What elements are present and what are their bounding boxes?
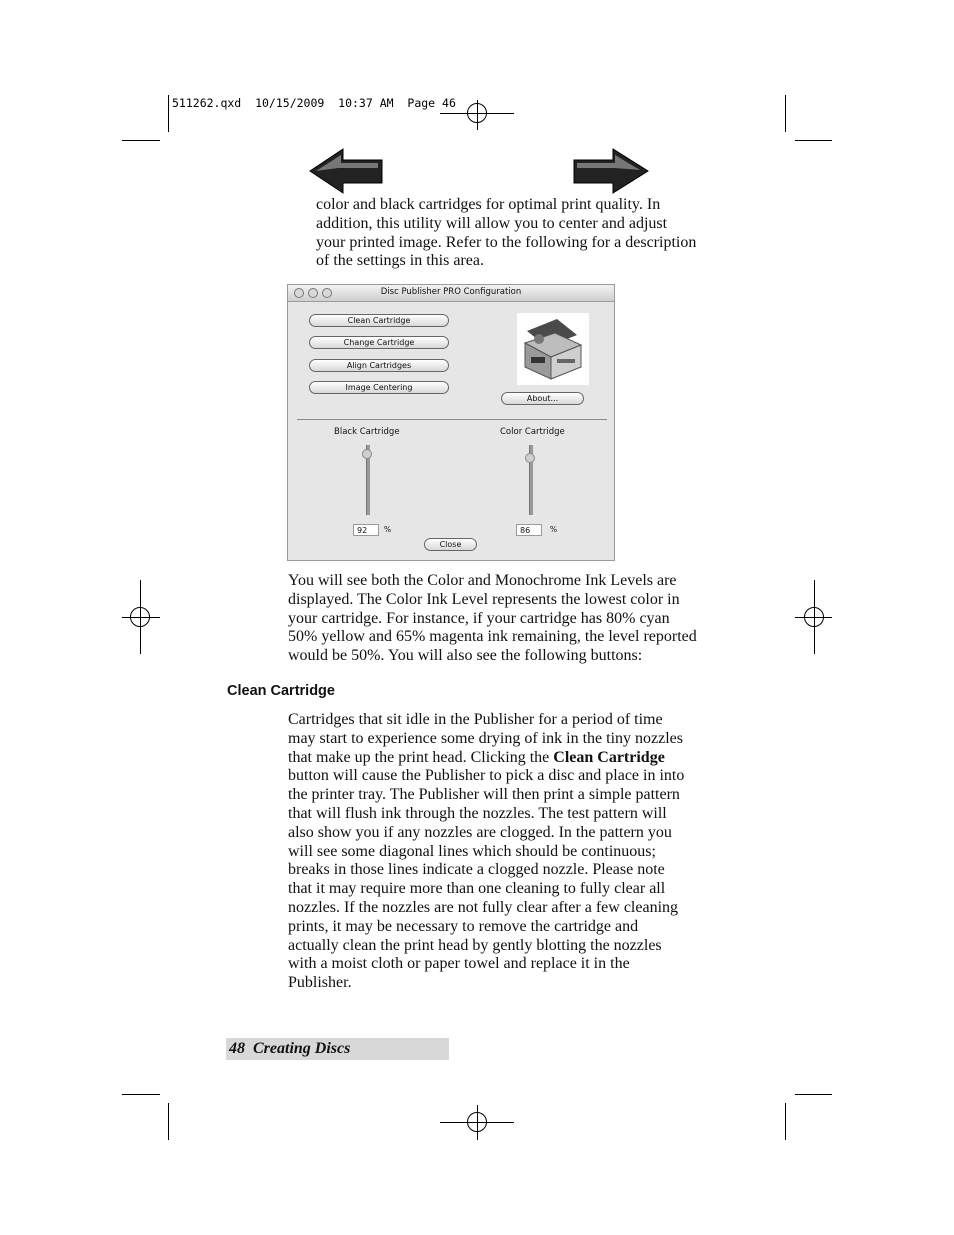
close-button[interactable]: Close xyxy=(424,538,477,551)
color-cartridge-value: 86 xyxy=(516,524,542,536)
clean-cartridge-bold: Clean Cartridge xyxy=(553,748,665,766)
intro-paragraph: color and black cartridges for optimal print quality. In addition, this utility will allow you to center and adjust your printed image. Refer to the following for a description of the settings in this area. xyxy=(316,196,697,270)
right-arrow-icon xyxy=(572,148,650,194)
color-cartridge-unit: % xyxy=(550,525,558,534)
left-arrow-icon xyxy=(308,148,384,194)
color-cartridge-slider-knob[interactable] xyxy=(525,453,535,463)
config-dialog xyxy=(287,284,615,561)
dialog-separator xyxy=(297,419,607,420)
page-number: 48 xyxy=(229,1040,245,1057)
footer-section-title: Creating Discs xyxy=(253,1040,351,1057)
about-button[interactable]: About... xyxy=(501,392,584,405)
black-cartridge-unit: % xyxy=(384,525,392,534)
ink-levels-paragraph: You will see both the Color and Monochrome Ink Levels are displayed. The Color Ink Level represents the lowest color in your cartridge. For instance, if your cartridge has 80% cyan 50% yellow and 65% magenta ink remaining, the level reported would be 50%. You will also see the following buttons: xyxy=(288,572,697,665)
black-cartridge-slider-knob[interactable] xyxy=(362,449,372,459)
printer-image xyxy=(517,313,589,385)
dialog-title: Disc Publisher PRO Configuration xyxy=(380,287,522,297)
black-cartridge-value: 92 xyxy=(353,524,379,536)
dialog-titlebar xyxy=(288,285,614,302)
clean-cartridge-button[interactable]: Clean Cartridge xyxy=(309,314,449,327)
page-footer xyxy=(226,1038,449,1060)
section-heading: Clean Cartridge xyxy=(227,683,335,699)
printer-icon xyxy=(517,313,589,385)
align-cartridges-button[interactable]: Align Cartridges xyxy=(309,359,449,372)
color-cartridge-label: Color Cartridge xyxy=(500,427,565,437)
image-centering-button[interactable]: Image Centering xyxy=(309,381,449,394)
black-cartridge-label: Black Cartridge xyxy=(334,427,400,437)
slug-line: 511262.qxd 10/15/2009 10:37 AM Page 46 xyxy=(172,96,456,110)
next-page-button[interactable] xyxy=(572,148,650,199)
prev-page-button[interactable] xyxy=(308,148,384,199)
change-cartridge-button[interactable]: Change Cartridge xyxy=(309,336,449,349)
clean-cartridge-paragraph: Cartridges that sit idle in the Publisher for a period of time may start to experience some drying of ink in the tiny nozzles that make up the print head. Clicking the Clean Cartridge button will cause the Publisher to pick a disc and place in into the printer tray. The Publisher will then print a simple pattern that will flush ink through the nozzles. The test pattern will also show you if any nozzles are clogged. In the pattern you will see some diagonal lines which should be continuous; breaks in those lines indicate a clogged nozzle. Please note that it may require more than one cleaning to fully clear all nozzles. If the nozzles are not fully clear after a few cleaning prints, it may be necessary to remove the cartridge and actually clean the print head by gently blotting the nozzles with a moist cloth or paper towel and replace it in the Publisher. xyxy=(288,711,685,992)
